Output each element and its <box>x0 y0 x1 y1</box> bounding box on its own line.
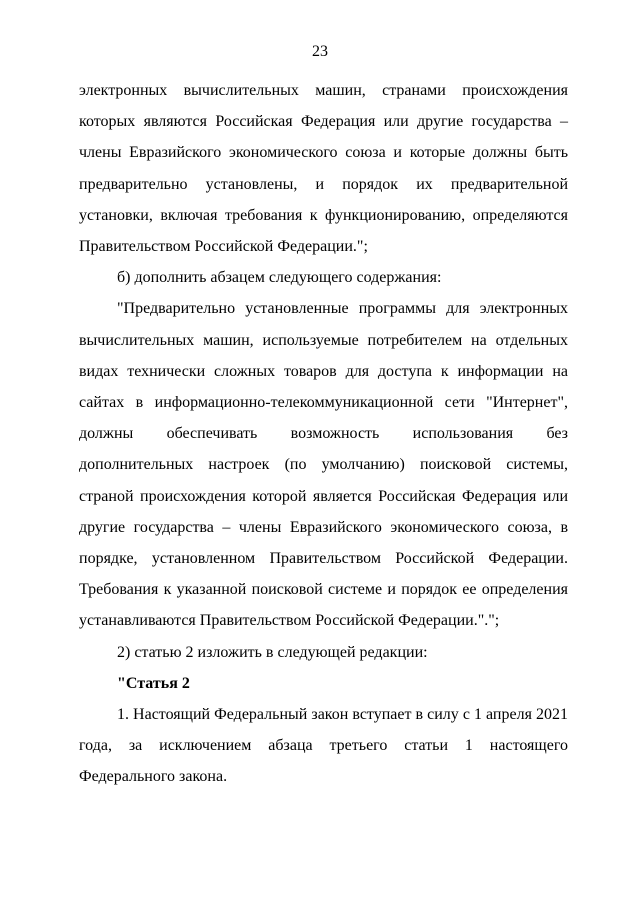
paragraph-article-2-clause-1: 1. Настоящий Федеральный закон вступает в силу с 1 апреля 2021 года, за исключением абзаца третьего статьи 1 настоящего Федерального закона. <box>79 706 568 786</box>
paragraph-amendment-b: б) дополнить абзацем следующего содержания: <box>117 269 442 287</box>
paragraph-quoted-provision: "Предварительно установленные программы для электронных вычислительных машин, используемые потребителем на отдельных видах технически сложных товаров для доступа к информации на сайтах в информационно-телекоммуникационной сети "Интернет", должны обеспечивать возможность использования без дополнительных настроек (по умолчанию) поисковой системы, страной происхождения которой является Российская Федерация или другие государства – члены Евразийского экономического союза, в порядке, установленном Правительством Российской Федерации. Требования к указанной поисковой системе и порядок ее определения устанавливаются Правительством Российской Федерации."."; <box>79 300 568 630</box>
paragraph-amendment-2: 2) статью 2 изложить в следующей редакции: <box>117 643 428 661</box>
document-body <box>79 75 568 793</box>
article-heading: "Статья 2 <box>117 674 190 692</box>
page-number: 23 <box>312 43 328 60</box>
paragraph-continuation: электронных вычислительных машин, странами происхождения которых являются Российская Федерация или другие государства – члены Евразийского экономического союза и которые должны быть предварительно установлены, и порядок их предварительной установки, включая требования к функционированию, определяются Правительством Российской Федерации."; <box>79 82 568 256</box>
